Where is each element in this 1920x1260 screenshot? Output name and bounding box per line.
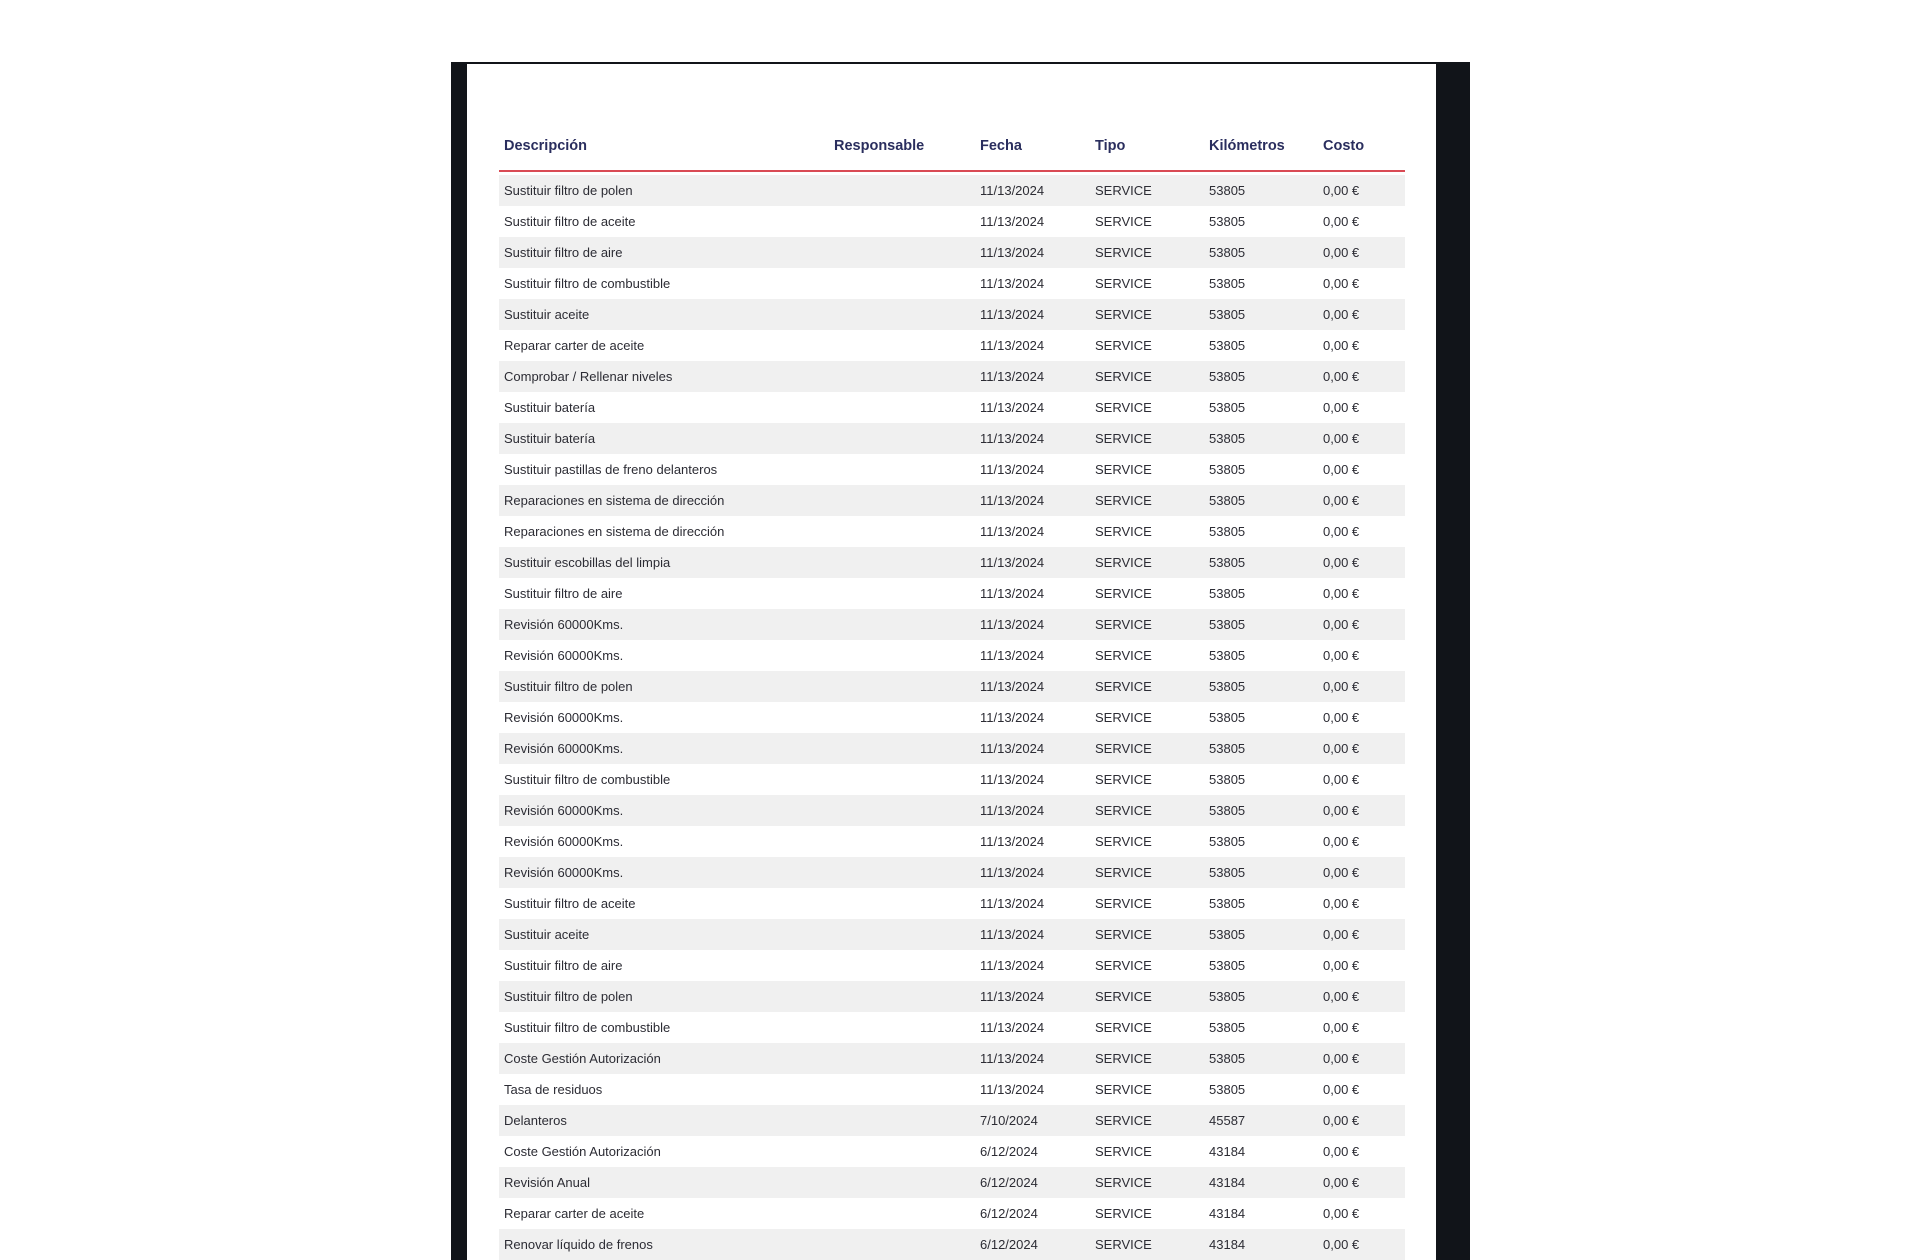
cell-kilometros: 43184 — [1209, 1144, 1246, 1159]
cell-tipo: SERVICE — [1095, 679, 1152, 694]
cell-costo: 0,00 € — [1323, 493, 1360, 508]
cell-fecha: 11/13/2024 — [980, 648, 1045, 663]
cell-kilometros: 53805 — [1209, 772, 1246, 787]
cell-costo: 0,00 € — [1323, 555, 1360, 570]
cell-descripcion: Revisión 60000Kms. — [504, 834, 624, 849]
table-row — [499, 1229, 1405, 1260]
cell-costo: 0,00 € — [1323, 617, 1360, 632]
document-page — [467, 64, 1436, 1260]
cell-kilometros: 53805 — [1209, 1051, 1246, 1066]
cell-costo: 0,00 € — [1323, 679, 1360, 694]
cell-tipo: SERVICE — [1095, 834, 1152, 849]
cell-fecha: 11/13/2024 — [980, 555, 1045, 570]
table-row — [499, 950, 1405, 981]
cell-kilometros: 53805 — [1209, 1082, 1246, 1097]
cell-descripcion: Sustituir filtro de aceite — [504, 214, 636, 229]
cell-descripcion: Sustituir filtro de polen — [504, 989, 633, 1004]
cell-tipo: SERVICE — [1095, 1051, 1152, 1066]
cell-kilometros: 45587 — [1209, 1113, 1246, 1128]
cell-fecha: 6/12/2024 — [980, 1206, 1038, 1221]
table-row — [499, 1105, 1405, 1136]
cell-kilometros: 53805 — [1209, 865, 1246, 880]
cell-kilometros: 53805 — [1209, 493, 1246, 508]
cell-costo: 0,00 € — [1323, 958, 1360, 973]
cell-descripcion: Sustituir filtro de combustible — [504, 276, 671, 291]
cell-descripcion: Sustituir batería — [504, 400, 596, 415]
cell-fecha: 11/13/2024 — [980, 710, 1045, 725]
cell-fecha: 11/13/2024 — [980, 524, 1045, 539]
cell-tipo: SERVICE — [1095, 245, 1152, 260]
cell-costo: 0,00 € — [1323, 1206, 1360, 1221]
cell-descripcion: Reparar carter de aceite — [504, 1206, 645, 1221]
cell-kilometros: 53805 — [1209, 462, 1246, 477]
table-row — [499, 206, 1405, 237]
cell-fecha: 11/13/2024 — [980, 1082, 1045, 1097]
cell-kilometros: 53805 — [1209, 803, 1246, 818]
cell-fecha: 11/13/2024 — [980, 896, 1045, 911]
service-history-table — [499, 126, 1405, 1260]
header-costo: Costo — [1323, 138, 1365, 154]
cell-tipo: SERVICE — [1095, 772, 1152, 787]
cell-descripcion: Revisión 60000Kms. — [504, 710, 624, 725]
cell-tipo: SERVICE — [1095, 431, 1152, 446]
cell-descripcion: Sustituir filtro de aire — [504, 586, 623, 601]
cell-descripcion: Renovar líquido de frenos — [504, 1237, 653, 1252]
cell-costo: 0,00 € — [1323, 1144, 1360, 1159]
cell-fecha: 11/13/2024 — [980, 772, 1045, 787]
cell-tipo: SERVICE — [1095, 865, 1152, 880]
cell-fecha: 11/13/2024 — [980, 369, 1045, 384]
cell-fecha: 11/13/2024 — [980, 1020, 1045, 1035]
cell-kilometros: 43184 — [1209, 1206, 1246, 1221]
table-header-row — [499, 126, 1405, 172]
cell-kilometros: 53805 — [1209, 276, 1246, 291]
cell-tipo: SERVICE — [1095, 896, 1152, 911]
table-row — [499, 1074, 1405, 1105]
cell-tipo: SERVICE — [1095, 1082, 1152, 1097]
table-row — [499, 454, 1405, 485]
cell-fecha: 11/13/2024 — [980, 803, 1045, 818]
cell-fecha: 11/13/2024 — [980, 276, 1045, 291]
cell-descripcion: Reparar carter de aceite — [504, 338, 645, 353]
cell-costo: 0,00 € — [1323, 741, 1360, 756]
cell-costo: 0,00 € — [1323, 772, 1360, 787]
table-row — [499, 392, 1405, 423]
header-descripcion: Descripción — [504, 138, 587, 154]
table-row — [499, 795, 1405, 826]
cell-fecha: 6/12/2024 — [980, 1175, 1038, 1190]
cell-kilometros: 53805 — [1209, 586, 1246, 601]
table-row — [499, 981, 1405, 1012]
cell-descripcion: Revisión 60000Kms. — [504, 741, 624, 756]
cell-costo: 0,00 € — [1323, 369, 1360, 384]
cell-tipo: SERVICE — [1095, 1020, 1152, 1035]
cell-kilometros: 53805 — [1209, 555, 1246, 570]
cell-kilometros: 53805 — [1209, 834, 1246, 849]
table-body — [499, 175, 1405, 1260]
table-row — [499, 671, 1405, 702]
cell-descripcion: Comprobar / Rellenar niveles — [504, 369, 673, 384]
table-row — [499, 547, 1405, 578]
cell-costo: 0,00 € — [1323, 896, 1360, 911]
cell-costo: 0,00 € — [1323, 431, 1360, 446]
cell-costo: 0,00 € — [1323, 989, 1360, 1004]
cell-fecha: 6/12/2024 — [980, 1144, 1038, 1159]
cell-fecha: 11/13/2024 — [980, 338, 1045, 353]
cell-fecha: 11/13/2024 — [980, 183, 1045, 198]
cell-kilometros: 53805 — [1209, 183, 1246, 198]
cell-tipo: SERVICE — [1095, 369, 1152, 384]
table-row — [499, 423, 1405, 454]
cell-costo: 0,00 € — [1323, 183, 1360, 198]
cell-tipo: SERVICE — [1095, 648, 1152, 663]
cell-kilometros: 43184 — [1209, 1175, 1246, 1190]
cell-kilometros: 53805 — [1209, 431, 1246, 446]
table-row — [499, 485, 1405, 516]
cell-costo: 0,00 € — [1323, 927, 1360, 942]
cell-fecha: 11/13/2024 — [980, 927, 1045, 942]
cell-tipo: SERVICE — [1095, 741, 1152, 756]
cell-fecha: 11/13/2024 — [980, 865, 1045, 880]
header-fecha: Fecha — [980, 138, 1022, 154]
table-row — [499, 919, 1405, 950]
cell-tipo: SERVICE — [1095, 617, 1152, 632]
cell-descripcion: Reparaciones en sistema de dirección — [504, 493, 725, 508]
cell-kilometros: 53805 — [1209, 524, 1246, 539]
cell-tipo: SERVICE — [1095, 183, 1152, 198]
cell-costo: 0,00 € — [1323, 1113, 1360, 1128]
cell-fecha: 11/13/2024 — [980, 679, 1045, 694]
cell-fecha: 11/13/2024 — [980, 245, 1045, 260]
cell-kilometros: 53805 — [1209, 648, 1246, 663]
cell-tipo: SERVICE — [1095, 462, 1152, 477]
cell-costo: 0,00 € — [1323, 803, 1360, 818]
cell-tipo: SERVICE — [1095, 710, 1152, 725]
cell-kilometros: 43184 — [1209, 1237, 1246, 1252]
table-row — [499, 516, 1405, 547]
cell-fecha: 11/13/2024 — [980, 834, 1045, 849]
table-row — [499, 299, 1405, 330]
table-row — [499, 1198, 1405, 1229]
cell-kilometros: 53805 — [1209, 338, 1246, 353]
table-row — [499, 640, 1405, 671]
cell-descripcion: Reparaciones en sistema de dirección — [504, 524, 725, 539]
cell-costo: 0,00 € — [1323, 586, 1360, 601]
cell-tipo: SERVICE — [1095, 276, 1152, 291]
cell-fecha: 11/13/2024 — [980, 462, 1045, 477]
cell-fecha: 6/12/2024 — [980, 1237, 1038, 1252]
cell-descripcion: Sustituir batería — [504, 431, 596, 446]
cell-costo: 0,00 € — [1323, 400, 1360, 415]
cell-fecha: 11/13/2024 — [980, 431, 1045, 446]
cell-costo: 0,00 € — [1323, 276, 1360, 291]
table-row — [499, 609, 1405, 640]
table-row — [499, 764, 1405, 795]
cell-fecha: 11/13/2024 — [980, 741, 1045, 756]
cell-tipo: SERVICE — [1095, 1206, 1152, 1221]
cell-kilometros: 53805 — [1209, 214, 1246, 229]
cell-fecha: 11/13/2024 — [980, 400, 1045, 415]
header-tipo: Tipo — [1095, 138, 1126, 154]
cell-costo: 0,00 € — [1323, 648, 1360, 663]
table-row — [499, 888, 1405, 919]
cell-descripcion: Coste Gestión Autorización — [504, 1051, 661, 1066]
cell-kilometros: 53805 — [1209, 710, 1246, 725]
cell-tipo: SERVICE — [1095, 524, 1152, 539]
cell-costo: 0,00 € — [1323, 214, 1360, 229]
cell-costo: 0,00 € — [1323, 1175, 1360, 1190]
cell-costo: 0,00 € — [1323, 1237, 1360, 1252]
cell-fecha: 11/13/2024 — [980, 586, 1045, 601]
cell-fecha: 11/13/2024 — [980, 214, 1045, 229]
cell-kilometros: 53805 — [1209, 245, 1246, 260]
cell-descripcion: Delanteros — [504, 1113, 567, 1128]
cell-descripcion: Revisión 60000Kms. — [504, 865, 624, 880]
table-row — [499, 1043, 1405, 1074]
cell-descripcion: Revisión Anual — [504, 1175, 590, 1190]
cell-costo: 0,00 € — [1323, 524, 1360, 539]
cell-descripcion: Sustituir filtro de polen — [504, 679, 633, 694]
cell-fecha: 11/13/2024 — [980, 307, 1045, 322]
cell-fecha: 7/10/2024 — [980, 1113, 1038, 1128]
table-row — [499, 857, 1405, 888]
cell-fecha: 11/13/2024 — [980, 989, 1045, 1004]
cell-tipo: SERVICE — [1095, 555, 1152, 570]
cell-costo: 0,00 € — [1323, 462, 1360, 477]
header-responsable: Responsable — [834, 138, 925, 154]
cell-kilometros: 53805 — [1209, 1020, 1246, 1035]
cell-costo: 0,00 € — [1323, 307, 1360, 322]
cell-costo: 0,00 € — [1323, 1082, 1360, 1097]
cell-descripcion: Revisión 60000Kms. — [504, 617, 624, 632]
table-row — [499, 268, 1405, 299]
cell-kilometros: 53805 — [1209, 400, 1246, 415]
table-row — [499, 361, 1405, 392]
table-row — [499, 1012, 1405, 1043]
cell-kilometros: 53805 — [1209, 989, 1246, 1004]
table-row — [499, 826, 1405, 857]
cell-descripcion: Revisión 60000Kms. — [504, 648, 624, 663]
cell-fecha: 11/13/2024 — [980, 617, 1045, 632]
cell-kilometros: 53805 — [1209, 896, 1246, 911]
cell-fecha: 11/13/2024 — [980, 1051, 1045, 1066]
cell-tipo: SERVICE — [1095, 927, 1152, 942]
cell-costo: 0,00 € — [1323, 245, 1360, 260]
cell-tipo: SERVICE — [1095, 586, 1152, 601]
table-row — [499, 702, 1405, 733]
table-row — [499, 175, 1405, 206]
cell-descripcion: Sustituir filtro de polen — [504, 183, 633, 198]
cell-tipo: SERVICE — [1095, 214, 1152, 229]
cell-kilometros: 53805 — [1209, 927, 1246, 942]
cell-descripcion: Sustituir filtro de aceite — [504, 896, 636, 911]
cell-kilometros: 53805 — [1209, 307, 1246, 322]
cell-descripcion: Sustituir escobillas del limpia — [504, 555, 671, 570]
cell-tipo: SERVICE — [1095, 803, 1152, 818]
cell-descripcion: Coste Gestión Autorización — [504, 1144, 661, 1159]
cell-costo: 0,00 € — [1323, 834, 1360, 849]
cell-descripcion: Sustituir aceite — [504, 307, 590, 322]
cell-tipo: SERVICE — [1095, 400, 1152, 415]
cell-descripcion: Sustituir filtro de aire — [504, 958, 623, 973]
cell-descripcion: Sustituir aceite — [504, 927, 590, 942]
table-row — [499, 733, 1405, 764]
cell-costo: 0,00 € — [1323, 338, 1360, 353]
cell-tipo: SERVICE — [1095, 307, 1152, 322]
cell-tipo: SERVICE — [1095, 1175, 1152, 1190]
header-kilometros: Kilómetros — [1209, 138, 1285, 154]
cell-tipo: SERVICE — [1095, 1113, 1152, 1128]
cell-tipo: SERVICE — [1095, 989, 1152, 1004]
table-row — [499, 330, 1405, 361]
cell-tipo: SERVICE — [1095, 1237, 1152, 1252]
cell-kilometros: 53805 — [1209, 617, 1246, 632]
cell-descripcion: Sustituir pastillas de freno delanteros — [504, 462, 718, 477]
cell-descripcion: Sustituir filtro de combustible — [504, 772, 671, 787]
cell-tipo: SERVICE — [1095, 958, 1152, 973]
cell-kilometros: 53805 — [1209, 741, 1246, 756]
cell-kilometros: 53805 — [1209, 958, 1246, 973]
cell-tipo: SERVICE — [1095, 1144, 1152, 1159]
cell-fecha: 11/13/2024 — [980, 493, 1045, 508]
cell-tipo: SERVICE — [1095, 338, 1152, 353]
cell-costo: 0,00 € — [1323, 1020, 1360, 1035]
cell-fecha: 11/13/2024 — [980, 958, 1045, 973]
cell-descripcion: Sustituir filtro de aire — [504, 245, 623, 260]
cell-kilometros: 53805 — [1209, 679, 1246, 694]
table-row — [499, 1136, 1405, 1167]
cell-descripcion: Sustituir filtro de combustible — [504, 1020, 671, 1035]
cell-costo: 0,00 € — [1323, 865, 1360, 880]
cell-costo: 0,00 € — [1323, 1051, 1360, 1066]
cell-costo: 0,00 € — [1323, 710, 1360, 725]
cell-tipo: SERVICE — [1095, 493, 1152, 508]
cell-kilometros: 53805 — [1209, 369, 1246, 384]
table-row — [499, 1167, 1405, 1198]
table-row — [499, 578, 1405, 609]
table-row — [499, 237, 1405, 268]
cell-descripcion: Revisión 60000Kms. — [504, 803, 624, 818]
cell-descripcion: Tasa de residuos — [504, 1082, 603, 1097]
